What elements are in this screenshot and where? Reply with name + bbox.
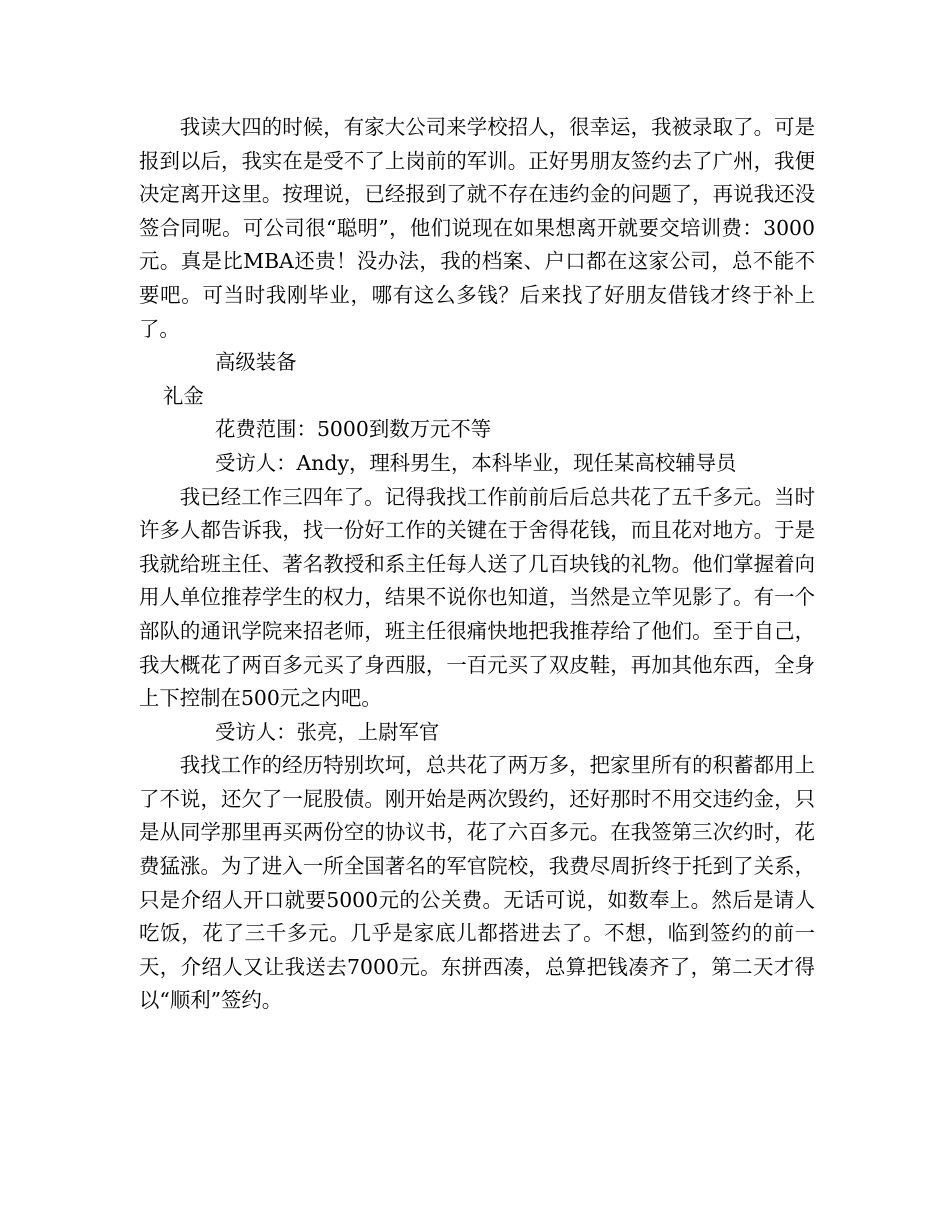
- document-body: [139, 111, 815, 1018]
- interviewee-andy-line: 受访人：Andy，理科男生，本科毕业，现任某高校辅导员: [215, 450, 737, 475]
- paragraph-story-1: 我读大四的时候，有家大公司来学校招人，很幸运，我被录取了。可是报到以后，我实在是受不了上岗前的军训。正好男朋友签约去了广州，我便决定离开这里。按理说，已经报到了就不存在违约金的问题了，再说我还没签合同呢。可公司很“聪明”，他们说现在如果想离开就要交培训费：3000元。真是比MBA还贵！没办法，我的档案、户口都在这家公司，总不能不要吧。可当时我刚毕业，哪有这么多钱？后来找了好朋友借钱才终于补上了。: [139, 115, 815, 341]
- paragraph-story-zhangliang: 我找工作的经历特别坎坷，总共花了两万多，把家里所有的积蓄都用上了不说，还欠了一屁股债。刚开始是两次毁约，还好那时不用交违约金，只是从同学那里再买两份空的协议书，花了六百多元。在我签第三次约时，花费猛涨。为了进入一所全国著名的军官院校，我费尽周折终于托到了关系，只是介绍人开口就要5000元的公关费。无话可说，如数奉上。然后是请人吃饭，花了三千多元。几乎是家底儿都搭进去了。不想，临到签约的前一天，介绍人又让我送去7000元。东拼西凑，总算把钱凑齐了，第二天才得以“顺利”签约。: [139, 753, 815, 1013]
- section-heading-gift-money: 礼金: [163, 383, 204, 408]
- interviewee-zhangliang-line: 受访人：张亮，上尉军官: [215, 719, 440, 744]
- cost-range-line: 花费范围：5000到数万元不等: [215, 417, 492, 442]
- section-heading-advanced-equipment: 高级装备: [215, 350, 297, 375]
- paragraph-story-andy: 我已经工作三四年了。记得我找工作前前后后总共花了五千多元。当时许多人都告诉我，找一份好工作的关键在于舍得花钱，而且花对地方。于是我就给班主任、著名教授和系主任每人送了几百块钱的礼物。他们掌握着向用人单位推荐学生的权力，结果不说你也知道，当然是立竿见影了。有一个部队的通讯学院来招老师，班主任很痛快地把我推荐给了他们。至于自己，我大概花了两百多元买了身西服，一百元买了双皮鞋，再加其他东西，全身上下控制在500元之内吧。: [139, 484, 815, 711]
